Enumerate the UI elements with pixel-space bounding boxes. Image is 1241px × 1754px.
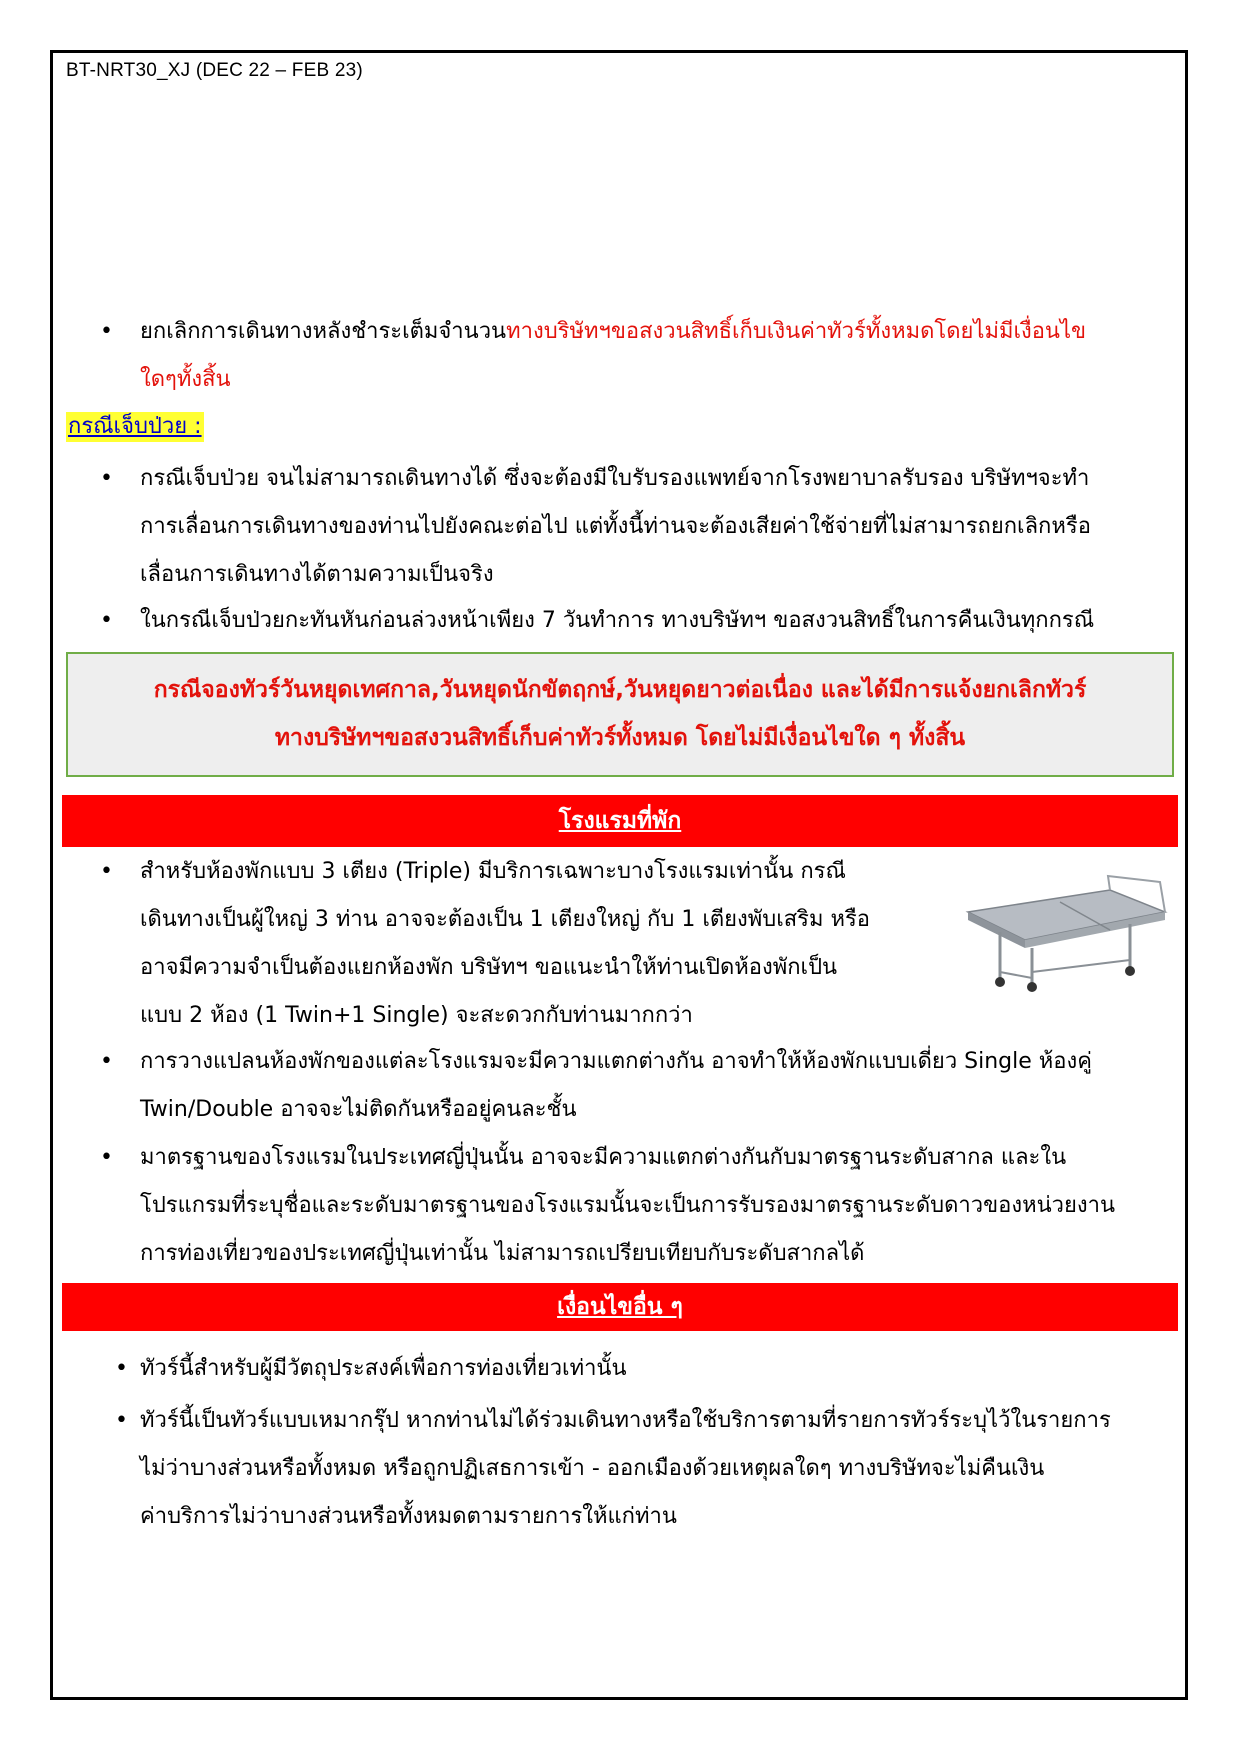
bullet-dot-icon: • bbox=[100, 1145, 113, 1170]
hotel-b2-line2: Twin/Double อาจจะไม่ติดกันหรืออยู่คนละชั้น bbox=[140, 1097, 577, 1122]
bullet-dot-icon: • bbox=[100, 1049, 113, 1074]
cancel-red-text-cont: ใดๆทั้งสิ้น bbox=[140, 367, 231, 392]
notice-line-2: ทางบริษัทฯขอสงวนสิทธิ์เก็บค่าทัวร์ทั้งหมด โดยไม่มีเงื่อนไขใด ๆ ทั้งสิ้น bbox=[274, 725, 966, 751]
hotel-b1-line2: เดินทางเป็นผู้ใหญ่ 3 ท่าน อาจจะต้องเป็น 1 เตียงใหญ่ กับ 1 เตียงพับเสริม หรือ bbox=[140, 907, 871, 932]
cancel-text: ยกเลิกการเดินทางหลังชำระเต็มจำนวน bbox=[140, 319, 507, 344]
illness-b2-text: ในกรณีเจ็บป่วยกะทันหันก่อนล่วงหน้าเพียง 7 วันทำการ ทางบริษัทฯ ขอสงวนสิทธิ์ในการคืนเงินทุกกรณี bbox=[140, 608, 1095, 633]
bullet-dot-icon: • bbox=[115, 1408, 128, 1433]
hotel-b3-line1: มาตรฐานของโรงแรมในประเทศญี่ปุ่นนั้น อาจจะมีความแตกต่างกันกับมาตรฐานระดับสากล และใน bbox=[140, 1145, 1067, 1170]
bullet-dot-icon: • bbox=[100, 608, 113, 633]
hotel-bullet-2 bbox=[100, 1038, 1180, 1134]
bullet-dot-icon: • bbox=[100, 859, 113, 884]
hotel-b1-line1: สำหรับห้องพักแบบ 3 เตียง (Triple) มีบริการเฉพาะบางโรงแรมเท่านั้น กรณี bbox=[140, 859, 846, 884]
bullet-dot-icon: • bbox=[100, 319, 113, 344]
illness-b1-line2: การเลื่อนการเดินทางของท่านไปยังคณะต่อไป แต่ทั้งนี้ท่านจะต้องเสียค่าใช้จ่ายที่ไม่สามารถยกเลิกหรือ bbox=[140, 514, 1091, 539]
notice-line-1: กรณีจองทัวร์วันหยุดเทศกาล,วันหยุดนักขัตฤกษ์,วันหยุดยาวต่อเนื่อง และได้มีการแจ้งยกเลิกทัวร์ bbox=[153, 677, 1087, 703]
hotel-section-title: โรงแรมที่พัก bbox=[62, 795, 1178, 847]
illness-b1-line3: เลื่อนการเดินทางได้ตามความเป็นจริง bbox=[140, 562, 494, 587]
other-bullet-2 bbox=[115, 1397, 1180, 1541]
document-code: BT-NRT30_XJ (DEC 22 – FEB 23) bbox=[66, 60, 363, 81]
other-b1-text: ทัวร์นี้สำหรับผู้มีวัตถุประสงค์เพื่อการท่องเที่ยวเท่านั้น bbox=[140, 1356, 627, 1381]
other-bullet-1 bbox=[115, 1345, 1180, 1393]
folding-bed-icon bbox=[960, 872, 1170, 994]
illness-heading: กรณีเจ็บป่วย : bbox=[66, 412, 204, 442]
illness-bullet-2 bbox=[100, 597, 1180, 645]
hotel-b1-line3: อาจมีความจำเป็นต้องแยกห้องพัก บริษัทฯ ขอแนะนำให้ท่านเปิดห้องพักเป็น bbox=[140, 955, 838, 980]
other-b2-line1: ทัวร์นี้เป็นทัวร์แบบเหมากรุ๊ป หากท่านไม่ได้ร่วมเดินทางหรือใช้บริการตามที่รายการทัวร์ระบุไว้ในรายการ bbox=[140, 1408, 1111, 1433]
other-b2-line2: ไม่ว่าบางส่วนหรือทั้งหมด หรือถูกปฏิเสธการเข้า - ออกเมืองด้วยเหตุผลใดๆ ทางบริษัทจะไม่คืนเงิน bbox=[140, 1456, 1045, 1481]
hotel-b2-line1: การวางแปลนห้องพักของแต่ละโรงแรมจะมีความแตกต่างกัน อาจทำให้ห้องพักแบบเดี่ยว Single ห้องคู่ bbox=[140, 1049, 1092, 1074]
other-b2-line3: ค่าบริการไม่ว่าบางส่วนหรือทั้งหมดตามรายการให้แก่ท่าน bbox=[140, 1504, 677, 1529]
hotel-bullet-1 bbox=[100, 848, 960, 1040]
illness-bullet-1 bbox=[100, 455, 1180, 599]
hotel-bullet-3 bbox=[100, 1134, 1180, 1278]
holiday-notice-box bbox=[66, 652, 1174, 777]
bullet-dot-icon: • bbox=[115, 1356, 128, 1381]
cancel-red-text: ทางบริษัทฯขอสงวนสิทธิ์เก็บเงินค่าทัวร์ทั้งหมดโดยไม่มีเงื่อนไข bbox=[506, 319, 1087, 344]
hotel-b3-line2: โปรแกรมที่ระบุชื่อและระดับมาตรฐานของโรงแรมนั้นจะเป็นการรับรองมาตรฐานระดับดาวของหน่วยงาน bbox=[140, 1193, 1116, 1218]
hotel-b3-line3: การท่องเที่ยวของประเทศญี่ปุ่นเท่านั้น ไม่สามารถเปรียบเทียบกับระดับสากลได้ bbox=[140, 1241, 865, 1266]
illness-b1-line1: กรณีเจ็บป่วย จนไม่สามารถเดินทางได้ ซึ่งจะต้องมีใบรับรองแพทย์จากโรงพยาบาลรับรอง บริษัทฯจะทำ bbox=[140, 466, 1090, 491]
bullet-dot-icon: • bbox=[100, 466, 113, 491]
hotel-b1-line4: แบบ 2 ห้อง (1 Twin+1 Single) จะสะดวกกับท่านมากกว่า bbox=[140, 1003, 693, 1028]
cancel-bullet bbox=[100, 308, 1180, 404]
other-conditions-title: เงื่อนไขอื่น ๆ bbox=[62, 1283, 1178, 1331]
